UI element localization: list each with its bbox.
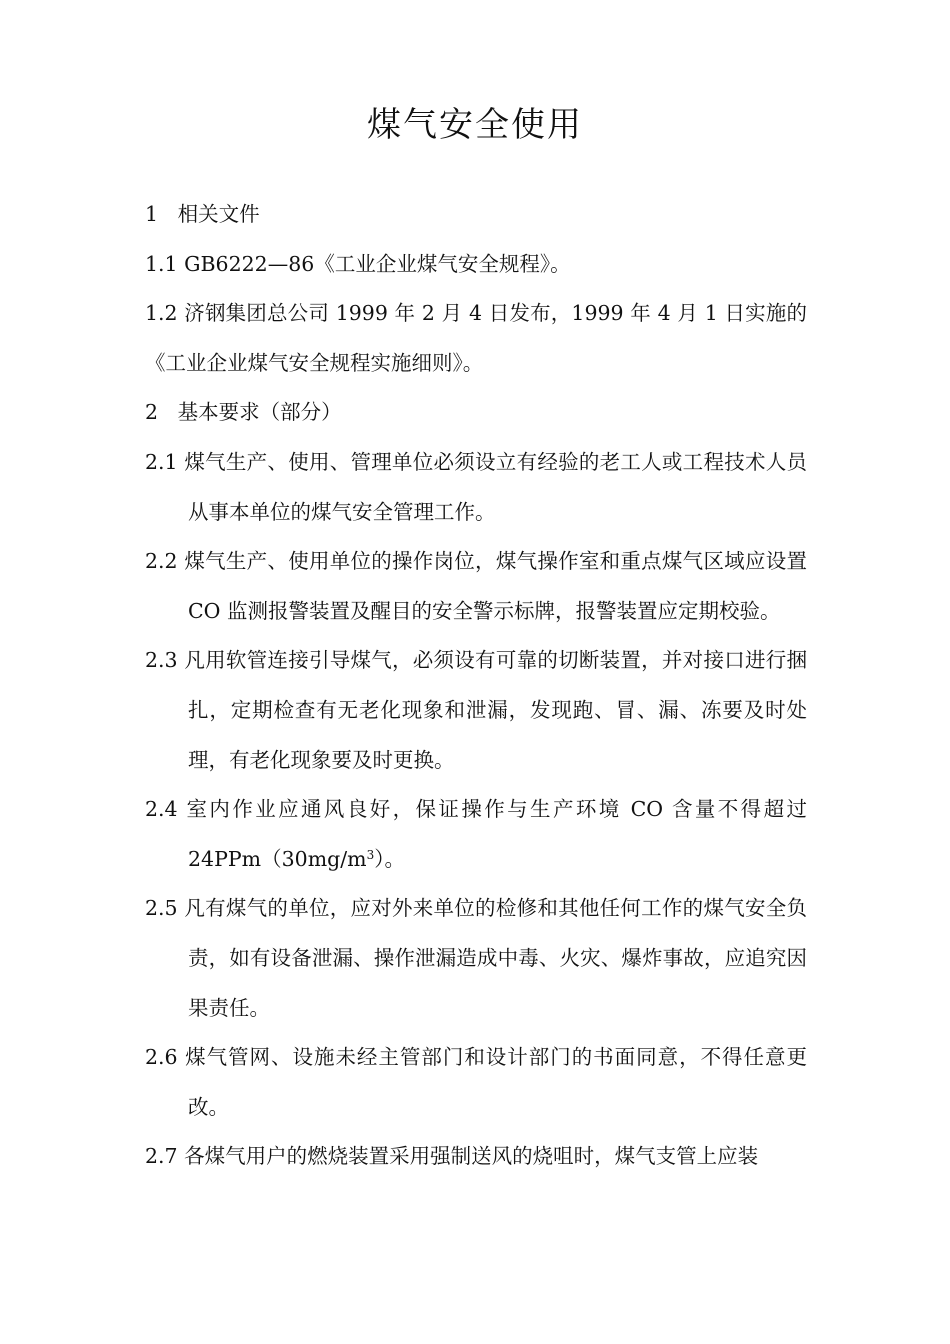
section-2-1: 2.1 煤气生产、使用、管理单位必须设立有经验的老工人或工程技术人员从事本单位的煤气安全管理工作。: [145, 449, 807, 524]
section-1-heading: 1 相关文件: [145, 202, 260, 226]
section-2-4-text: 2.4 室内作业应通风良好，保证操作与生产环境 CO 含量不得超过 24PPm（30mg/m: [145, 797, 807, 871]
section-2-6: 2.6 煤气管网、设施未经主管部门和设计部门的书面同意，不得任意更改。: [145, 1045, 807, 1119]
cubic-superscript: 3: [366, 847, 375, 862]
section-2-3: 2.3 凡用软管连接引导煤气，必须设有可靠的切断装置，并对接口进行捆扎，定期检查有无老化现象和泄漏，发现跑、冒、漏、冻要及时处理，有老化现象要及时更换。: [145, 648, 807, 772]
section-1-1: 1.1 GB6222—86《工业企业煤气安全规程》。: [145, 251, 571, 276]
section-2-4: [145, 785, 807, 884]
section-2-5: 2.5 凡有煤气的单位，应对外来单位的检修和其他任何工作的煤气安全负责，如有设备泄漏、操作泄漏造成中毒、火灾、爆炸事故，应追究因果责任。: [145, 896, 807, 1020]
section-1-2: 1.2 济钢集团总公司 1999 年 2 月 4 日发布，1999 年 4 月 1 日实施的《工业企业煤气安全规程实施细则》。: [145, 301, 807, 375]
document-title: 煤气安全使用: [367, 105, 583, 145]
section-2-7: 2.7 各煤气用户的燃烧装置采用强制送风的烧咀时，煤气支管上应装: [145, 1144, 759, 1169]
section-2-2: 2.2 煤气生产、使用单位的操作岗位，煤气操作室和重点煤气区域应设置 CO 监测报警装置及醒目的安全警示标牌，报警装置应定期校验。: [145, 549, 807, 623]
document-body: [145, 190, 807, 1182]
section-2-4-tail: ）。: [374, 846, 405, 871]
section-2-heading: 2 基本要求（部分）: [145, 400, 342, 425]
